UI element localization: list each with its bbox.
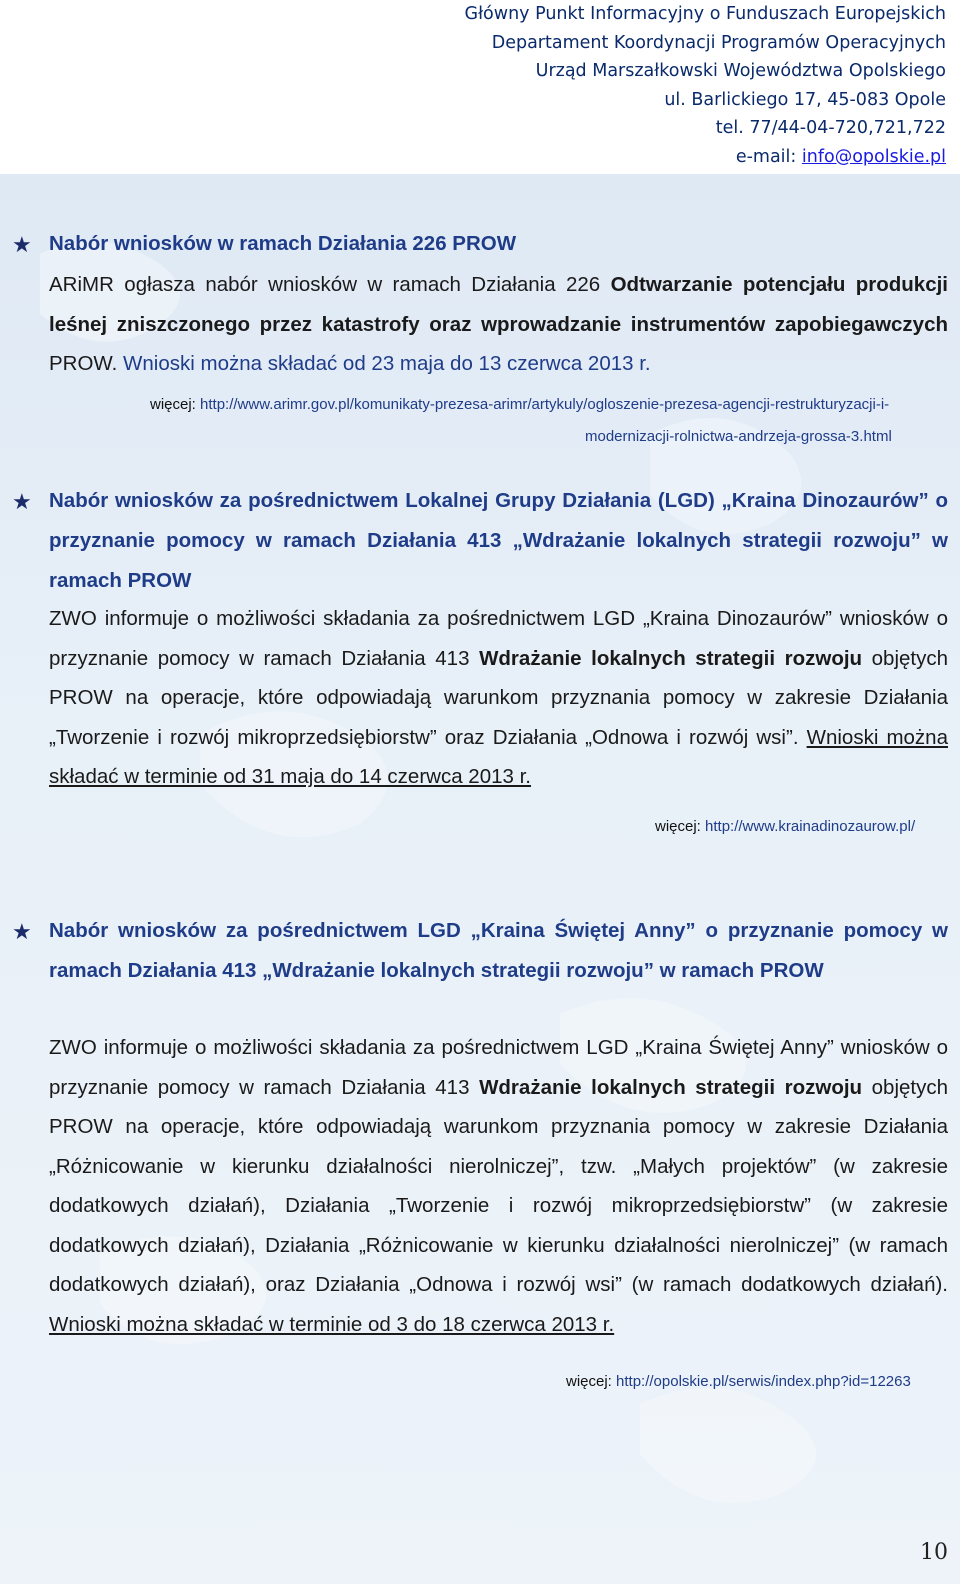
more-link-line-1: [150, 390, 889, 420]
more-link[interactable]: http://opolskie.pl/serwis/index.php?id=12263: [616, 1373, 911, 1390]
star-bullet-icon: ★: [12, 919, 32, 944]
header-line-5: tel. 77/44-04-720,721,722: [715, 118, 946, 138]
header-line-4: ul. Barlickiego 17, 45-083 Opole: [664, 89, 946, 110]
header-email-line: [465, 143, 946, 172]
star-bullet-icon: ★: [12, 489, 32, 514]
section-paragraph: ZWO informuje o możliwości składania za pośrednictwem LGD „Kraina Dinozaurów” wniosków o przyznanie pomocy w ramach Działania 413 Wdrażanie lokalnych strategii rozwoju objętych PROW na operacje, które odpowiadają warunkom przyznania pomocy w zakresie Działania „Tworzenie i rozwój mikroprzedsiębiorstw” oraz Działania „Odnowa i rozwój wsi”. Wnioski można składać w terminie od 31 maja do 14 czerwca 2013 r.: [49, 607, 948, 788]
more-link-line: [566, 1367, 911, 1397]
strategy-name: Wdrażanie lokalnych strategii rozwoju: [479, 1075, 863, 1099]
deadline-text: Wnioski można składać w terminie od 3 do 18 czerwca 2013 r.: [49, 1312, 615, 1336]
header-line-1: Główny Punkt Informacyjny o Funduszach Europejskich: [464, 4, 946, 24]
more-link-line-2: [585, 422, 892, 452]
more-label: więcej:: [566, 1373, 617, 1390]
letterhead: [0, 0, 960, 174]
section-title: Nabór wniosków za pośrednictwem Lokalnej Grupy Działania (LGD) „Kraina Dinozaurów” o przyznanie pomocy w ramach Działania 413 „Wdrażanie lokalnych strategii rozwoju” w ramach PROW: [49, 489, 948, 592]
email-link[interactable]: info@opolskie.pl: [801, 146, 946, 167]
deadline-text: Wnioski można składać od 23 maja do 13 czerwca 2013 r.: [117, 352, 651, 375]
section-paragraph: ARiMR ogłasza nabór wniosków w ramach Działania 226 Odtwarzanie potencjału produkcji leśnej zniszczonego przez katastrofy oraz wprowadzanie instrumentów zapobiegawczych PROW. Wnioski można składać od 23 maja do 13 czerwca 2013 r.: [49, 273, 948, 375]
section-title: Nabór wniosków w ramach Działania 226 PROW: [49, 232, 517, 255]
strategy-name: Wdrażanie lokalnych strategii rozwoju: [479, 646, 863, 670]
star-bullet-icon: ★: [12, 232, 32, 257]
header-line-3: Urząd Marszałkowski Województwa Opolskiego: [535, 61, 946, 81]
more-link[interactable]: http://www.krainadinozaurow.pl/: [705, 818, 916, 835]
header-line-2: Departament Koordynacji Programów Operacyjnych: [491, 32, 946, 53]
action-name: Odtwarzanie potencjału produkcji leśnej zniszczonego przez katastrofy oraz wprowadzanie instrumentów zapobiegawczych: [49, 273, 948, 336]
deadline-text: Wnioski można składać w terminie od 31 maja do 14 czerwca 2013 r.: [49, 725, 948, 788]
more-label: więcej:: [655, 818, 706, 835]
page-number: 10: [920, 1540, 948, 1565]
email-label: e-mail:: [735, 146, 802, 167]
more-link[interactable]: http://www.arimr.gov.pl/komunikaty-prezesa-arimr/artykuly/ogloszenie-prezesa-agencji-restrukturyzacji-i-: [200, 396, 890, 413]
section-title: Nabór wniosków za pośrednictwem LGD „Kraina Świętej Anny” o przyznanie pomocy w ramach Działania 413 „Wdrażanie lokalnych strategii rozwoju” w ramach PROW: [49, 919, 948, 982]
more-label: więcej:: [150, 396, 201, 413]
more-link-cont[interactable]: modernizacji-rolnictwa-andrzeja-grossa-3.html: [585, 428, 892, 445]
more-link-line: [655, 812, 915, 842]
section-paragraph: ZWO informuje o możliwości składania za pośrednictwem LGD „Kraina Świętej Anny” wniosków o przyznanie pomocy w ramach Działania 413 Wdrażanie lokalnych strategii rozwoju objętych PROW na operacje, które odpowiadają warunkom przyznania pomocy w zakresie Działania „Różnicowanie w kierunku działalności nierolniczej”, tzw. „Małych projektów” (w zakresie dodatkowych działań), Działania „Tworzenie i rozwój mikroprzedsiębiorstw” (w zakresie dodatkowych działań), Działania „Różnicowanie w kierunku działalności nierolniczej” (w ramach dodatkowych działań), oraz Działania „Odnowa i rozwój wsi” (w ramach dodatkowych działań). Wnioski można składać w terminie od 3 do 18 czerwca 2013 r.: [49, 1036, 948, 1336]
